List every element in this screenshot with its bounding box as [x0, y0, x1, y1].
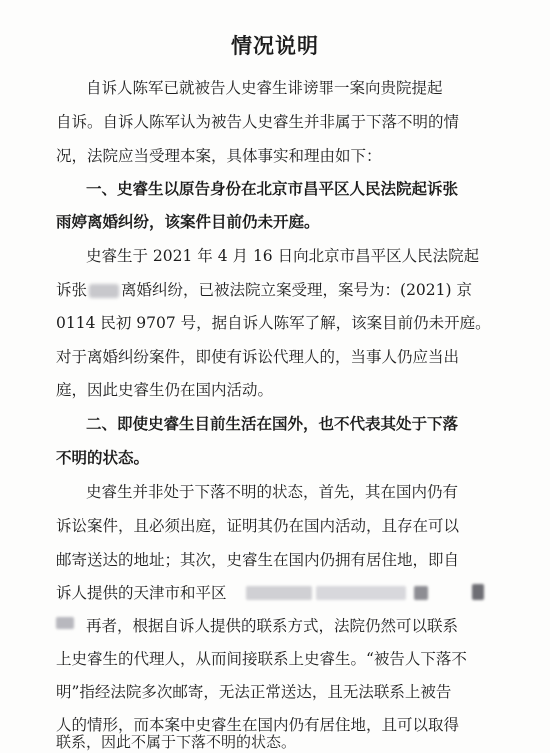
redacted-address	[316, 586, 406, 600]
paragraph-line: 史睿生并非处于下落不明的状态，首先，其在国内仍有	[86, 483, 459, 501]
document-title: 情况说明	[231, 34, 319, 58]
paragraph-line: 邮寄送达的地址；其次，史睿生在国内仍拥有居住地，即自	[56, 551, 460, 569]
paragraph-line: 自诉人陈军已就被告人史睿生诽谤罪一案向贵院提起	[86, 79, 443, 97]
paragraph-line: 况，法院应当受理本案，具体事实和理由如下：	[56, 147, 382, 165]
paragraph-text: 诉人提供的天津市和平区	[56, 584, 227, 602]
redacted-name	[89, 284, 119, 298]
paragraph-line: 史睿生于 2021 年 4 月 16 日向北京市昌平区人民法院起	[86, 247, 480, 265]
redacted-address	[472, 584, 484, 600]
paragraph-line: 上史睿生的代理人，从而间接联系上史睿生。“被告人下落不	[56, 650, 467, 668]
paragraph-line: 人的情形，而本案中史睿生在国内仍有居住地，且可以取得	[56, 716, 460, 734]
section-heading: 一、史睿生以原告身份在北京市昌平区人民法院起诉张	[86, 180, 459, 198]
redacted-address	[414, 586, 428, 600]
paragraph-line: 对于离婚纠纷案件，即使有诉讼代理人的，当事人仍应当出	[56, 348, 460, 366]
paragraph-text: 离婚纠纷，已被法院立案受理，案号为：(2021) 京	[121, 281, 472, 299]
section-heading: 二、即使史睿生目前生活在国外，也不代表其处于下落	[86, 415, 459, 433]
paragraph-line: 庭，因此史睿生仍在国内活动。	[56, 381, 274, 399]
paragraph-line	[56, 280, 472, 300]
paragraph-line: 再者，根据自诉人提供的联系方式，法院仍然可以联系	[86, 617, 459, 635]
redacted-address	[56, 617, 74, 629]
paragraph-line: 0114 民初 9707 号，据自诉人陈军了解，该案目前仍未开庭。	[56, 314, 491, 332]
paragraph-text: 诉张	[56, 281, 88, 299]
section-heading: 雨婷离婚纠纷，该案件目前仍未开庭。	[56, 213, 320, 231]
redacted-address	[246, 586, 312, 600]
section-heading: 不明的状态。	[56, 449, 150, 467]
paragraph-line: 诉讼案件，且必须出庭，证明其仍在国内活动，且存在可以	[56, 517, 460, 535]
paragraph-line: 联系，因此不属于下落不明的状态。	[56, 733, 297, 751]
paragraph-line: 自诉。自诉人陈军认为被告人史睿生并非属于下落不明的情	[56, 113, 460, 131]
paragraph-line: 明”指经法院多次邮寄，无法正常送达，且无法联系上被告	[56, 683, 452, 701]
paragraph-line	[56, 583, 227, 603]
